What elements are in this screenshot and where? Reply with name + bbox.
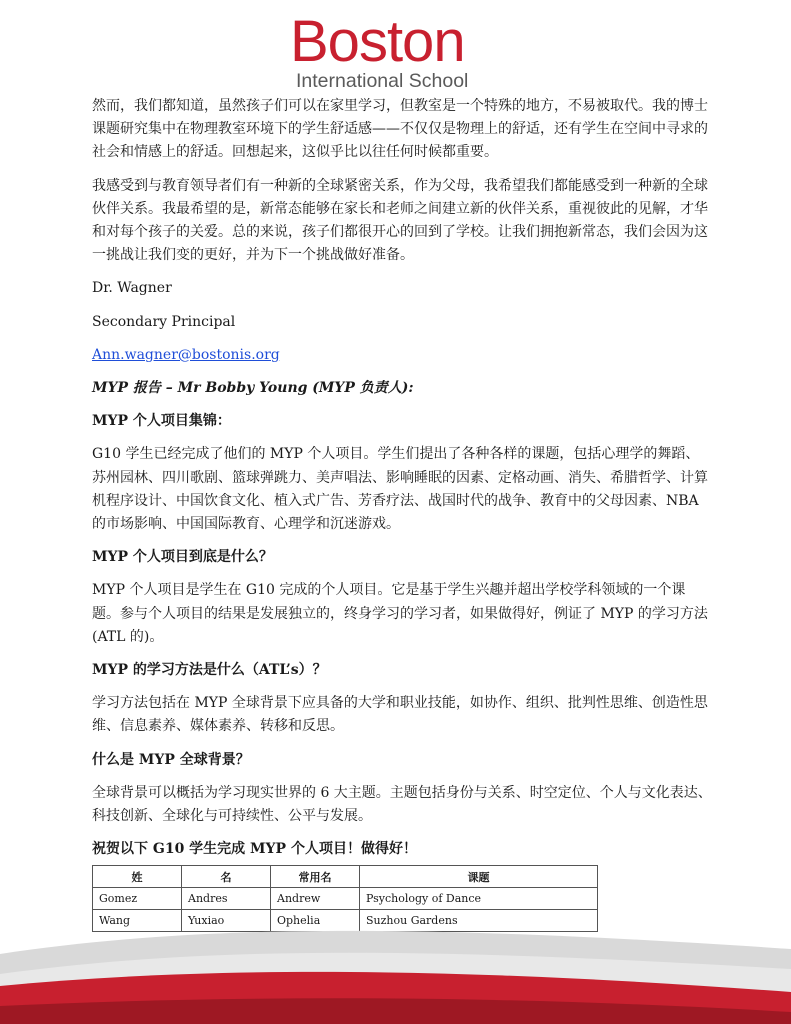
- paragraph: 然而，我们都知道，虽然孩子们可以在家里学习，但教室是一个特殊的地方，不易被取代。我的博士课题研究集中在物理教室环境下的学生舒适感——不仅仅是物理上的舒适，还有学生在空间中寻求的社会和情感上的舒适。回想起来，这似乎比以往任何时候都重要。: [92, 98, 708, 161]
- school-logo: [290, 10, 490, 96]
- table-cell: Wang: [93, 910, 182, 932]
- section-heading: MYP 个人项目集锦：: [92, 413, 231, 430]
- congrats-heading: 祝贺以下 G10 学生完成 MYP 个人项目！做得好！: [92, 841, 417, 858]
- table-cell: Andres: [182, 888, 271, 910]
- table-cell: Psychology of Dance: [360, 888, 598, 910]
- logo-wordmark: Boston: [290, 9, 465, 74]
- header-common-name: 常用名: [271, 866, 360, 888]
- letter-content: [92, 95, 712, 932]
- table-header-row: [93, 866, 598, 888]
- header-topic: 课题: [360, 866, 598, 888]
- header-given-name: 名: [182, 866, 271, 888]
- paragraph: 我感受到与教育领导者们有一种新的全球紧密关系，作为父母，我希望我们都能感受到一种新的全球伙伴关系。我最希望的是，新常态能够在家长和老师之间建立新的伙伴关系，重视彼此的见解，才华和对每个孩子的关爱。总的来说，孩子们都很开心的回到了学校。让我们拥抱新常态，我们会因为这一挑战让我们变的更好，并为下一个挑战做好准备。: [92, 177, 708, 264]
- table-cell: Yuxiao: [182, 910, 271, 932]
- section-body: MYP 个人项目是学生在 G10 完成的个人项目。它是基于学生兴趣并超出学校学科领域的一个课题。参与个人项目的结果是发展独立的，终身学习的学习者，如果做得好，例证了 MYP 的学习方法(ATL 的)。: [92, 582, 708, 645]
- signature-title: Secondary Principal: [92, 313, 236, 330]
- myp-report-heading: MYP 报告 – Mr Bobby Young (MYP 负责人):: [92, 380, 414, 397]
- table-cell: Ophelia: [271, 910, 360, 932]
- table-cell: Suzhou Gardens: [360, 910, 598, 932]
- footer-wave-decoration: [0, 914, 791, 1024]
- section-body: 学习方法包括在 MYP 全球背景下应具备的大学和职业技能，如协作、组织、批判性思维、创造性思维、信息素养、媒体素养、转移和反思。: [92, 695, 708, 735]
- signature-name: Dr. Wagner: [92, 280, 172, 297]
- table-cell: Gomez: [93, 888, 182, 910]
- table-cell: Andrew: [271, 888, 360, 910]
- header-surname: 姓: [93, 866, 182, 888]
- logo-subtitle: International School: [296, 70, 469, 92]
- email-link[interactable]: Ann.wagner@bostonis.org: [92, 346, 280, 363]
- section-heading: MYP 个人项目到底是什么？: [92, 549, 273, 566]
- section-body: G10 学生已经完成了他们的 MYP 个人项目。学生们提出了各种各样的课题，包括心理学的舞蹈、苏州园林、四川歌剧、篮球弹跳力、美声唱法、影响睡眠的因素、定格动画、消失、希腊哲学、计算机程序设计、中国饮食文化、植入式广告、芳香疗法、战国时代的战争、教育中的父母因素、NBA 的市场影响、中国国际教育、心理学和沉迷游戏。: [92, 446, 708, 533]
- section-body: 全球背景可以概括为学习现实世界的 6 大主题。主题包括身份与关系、时空定位、个人与文化表达、科技创新、全球化与可持续性、公平与发展。: [92, 784, 712, 825]
- table-row: [93, 888, 598, 910]
- section-heading: 什么是 MYP 全球背景？: [92, 751, 250, 768]
- section-heading: MYP 的学习方法是什么（ATL’s）？: [92, 662, 327, 679]
